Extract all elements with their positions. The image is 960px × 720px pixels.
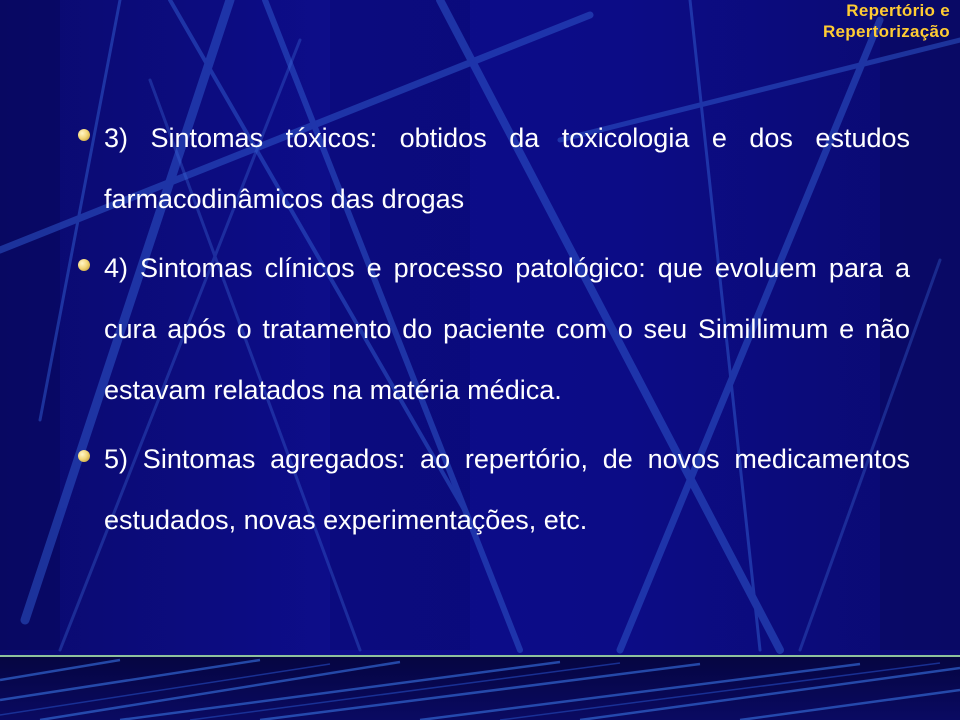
bullet-text: 4) Sintomas clínicos e processo patológico: que evoluem para a cura após o tratamento do paciente com o seu Simillimum e não estavam relatados na matéria médica. — [104, 253, 910, 405]
bullet-item-3 — [72, 108, 910, 230]
bullet-icon — [78, 129, 90, 141]
bullet-icon — [78, 259, 90, 271]
bullet-text: 5) Sintomas agregados: ao repertório, de novos medicamentos estudados, novas experimentações, etc. — [104, 444, 910, 535]
bullet-icon — [78, 450, 90, 462]
slide-title — [823, 0, 950, 42]
bullet-item-5 — [72, 429, 910, 551]
bullet-item-4 — [72, 238, 910, 421]
bullet-list — [72, 108, 910, 559]
slide-title-line-2: Repertorização — [822, 22, 950, 41]
slide-title-line-1: Repertório e — [846, 1, 950, 20]
bullet-text: 3) Sintomas tóxicos: obtidos da toxicologia e dos estudos farmacodinâmicos das drogas — [104, 123, 910, 214]
